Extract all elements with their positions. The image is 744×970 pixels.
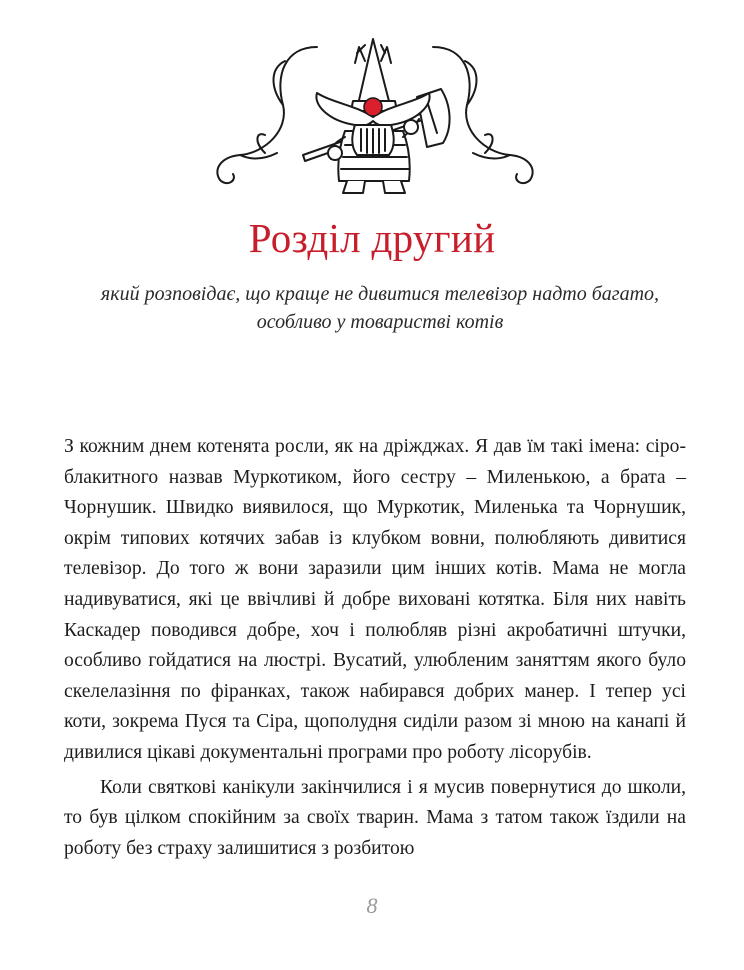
subtitle-line-1: який розповідає, що краще не дивитися телевізор надто багато, [100, 283, 660, 305]
subtitle-line-2: особливо у товаристві котів [256, 311, 504, 333]
chapter-subtitle [70, 280, 690, 336]
paragraph-2: Коли святкові канікули закінчилися і я мусив повернутися до школи, то був цілком спокійним за своїх тварин. Мама з татом також їздили на роботу без страху залишитися з розбитою [64, 776, 686, 859]
left-flourish [217, 47, 317, 183]
chapter-illustration [205, 35, 545, 200]
body-text [64, 432, 686, 864]
page-number: 8 [366, 893, 378, 918]
cat-gnome-with-axe-illustration [205, 35, 545, 200]
gnome-feet [343, 181, 405, 193]
red-nose [364, 98, 382, 116]
chapter-title: Розділ другий [248, 215, 496, 261]
paragraph-1: З кожним днем котенята росли, як на дріжджах. Я дав їм такі імена: сіро-блакитного назвав Муркотиком, його сестру – Миленькою, а брата – Чорнушик. Швидко виявилося, що Муркотик, Миленька та Чорнушик, окрім типових котячих забав із клубком вовни, полюбляють дивитися телевізор. До того ж вони заразили цим інших котів. Мама не могла надивуватися, які це ввічливі й добре виховані котятка. Біля них навіть Каскадер поводився добре, хоч і полюбляв різні акробатичні штучки, особливо гойдатися на люстрі. Вусатий, улюбленим заняттям якого було скелелазіння по фіранках, також набирався добрих манер. І тепер усі коти, зокрема Пуся та Сіра, щополудня сиділи разом зі мною на канапі й дивилися цікаві документальні програми про роботу лісорубів. [64, 436, 686, 763]
